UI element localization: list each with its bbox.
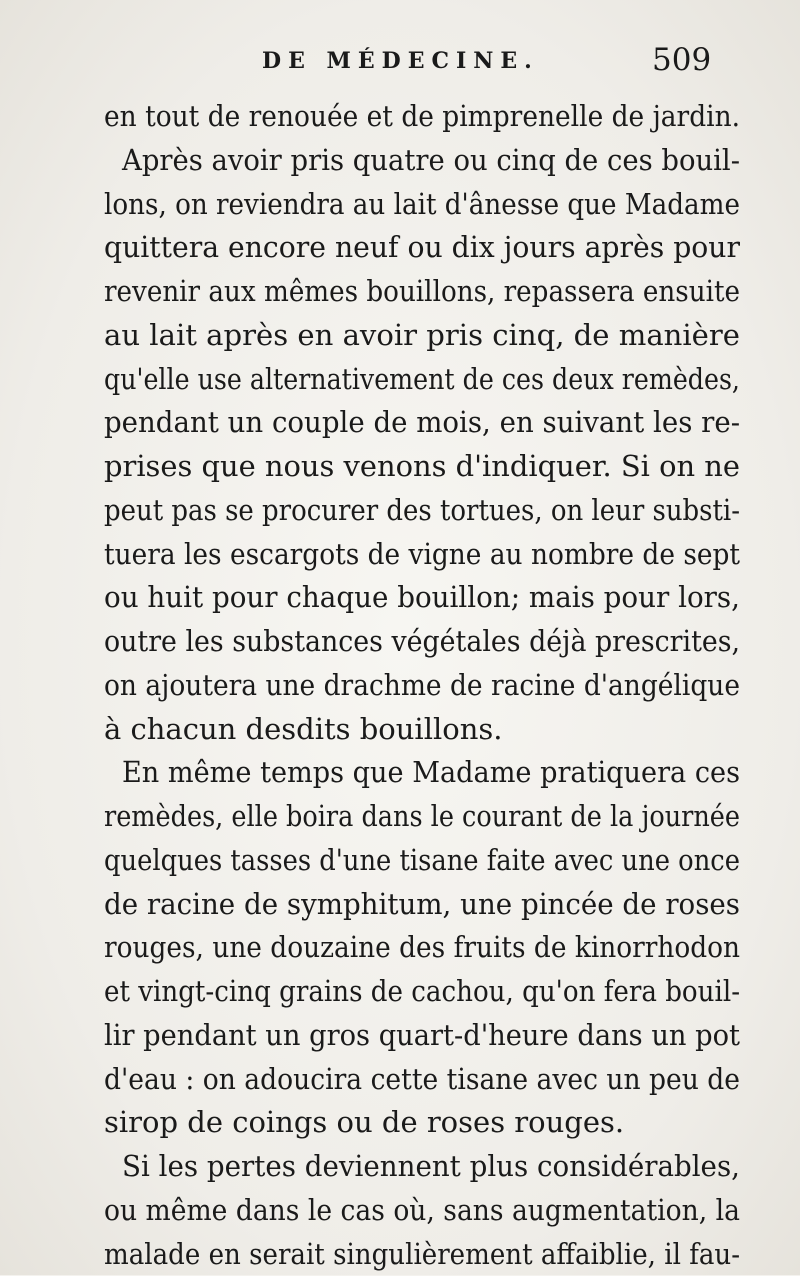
text-line: quittera encore neuf ou dix jours après pour bbox=[104, 226, 740, 270]
text-line: Après avoir pris quatre ou cinq de ces bouil- bbox=[104, 139, 740, 183]
text-line: en tout de renouée et de pimprenelle de jardin. bbox=[104, 95, 740, 139]
text-line: lir pendant un gros quart-d'heure dans un pot bbox=[104, 1014, 740, 1058]
running-title: DE MÉDECINE. bbox=[262, 48, 539, 74]
text-line: à chacun desdits bouillons. bbox=[104, 708, 740, 752]
text-line: malade en serait singulièrement affaiblie, il fau- bbox=[104, 1233, 740, 1276]
text-line: qu'elle use alternativement de ces deux remèdes, bbox=[104, 358, 740, 402]
text-line: prises que nous venons d'indiquer. Si on ne bbox=[104, 445, 740, 489]
text-line: au lait après en avoir pris cinq, de manière bbox=[104, 314, 740, 358]
text-line: Si les pertes deviennent plus considérables, bbox=[104, 1145, 740, 1189]
text-line: En même temps que Madame pratiquera ces bbox=[104, 751, 740, 795]
text-line: quelques tasses d'une tisane faite avec une once bbox=[104, 839, 740, 883]
text-line: sirop de coings ou de roses rouges. bbox=[104, 1101, 740, 1145]
text-line: on ajoutera une drachme de racine d'angélique bbox=[104, 664, 740, 708]
text-line: de racine de symphitum, une pincée de roses bbox=[104, 883, 740, 927]
text-line: tuera les escargots de vigne au nombre de sept bbox=[104, 533, 740, 577]
text-line: d'eau : on adoucira cette tisane avec un peu de bbox=[104, 1058, 740, 1102]
page-number: 509 bbox=[652, 42, 711, 78]
text-line: ou même dans le cas où, sans augmentation, la bbox=[104, 1189, 740, 1233]
text-line: et vingt-cinq grains de cachou, qu'on fera bouil- bbox=[104, 970, 740, 1014]
text-line: rouges, une douzaine des fruits de kinorrhodon bbox=[104, 926, 740, 970]
text-line: revenir aux mêmes bouillons, repassera ensuite bbox=[104, 270, 740, 314]
text-line: pendant un couple de mois, en suivant les re- bbox=[104, 401, 740, 445]
page-header bbox=[0, 40, 800, 84]
text-line: lons, on reviendra au lait d'ânesse que Madame bbox=[104, 183, 740, 227]
text-line: remèdes, elle boira dans le courant de la journée bbox=[104, 795, 740, 839]
text-line: outre les substances végétales déjà prescrites, bbox=[104, 620, 740, 664]
text-line: ou huit pour chaque bouillon; mais pour lors, bbox=[104, 576, 740, 620]
text-line: peut pas se procurer des tortues, on leur substi- bbox=[104, 489, 740, 533]
body-text bbox=[104, 95, 740, 1276]
